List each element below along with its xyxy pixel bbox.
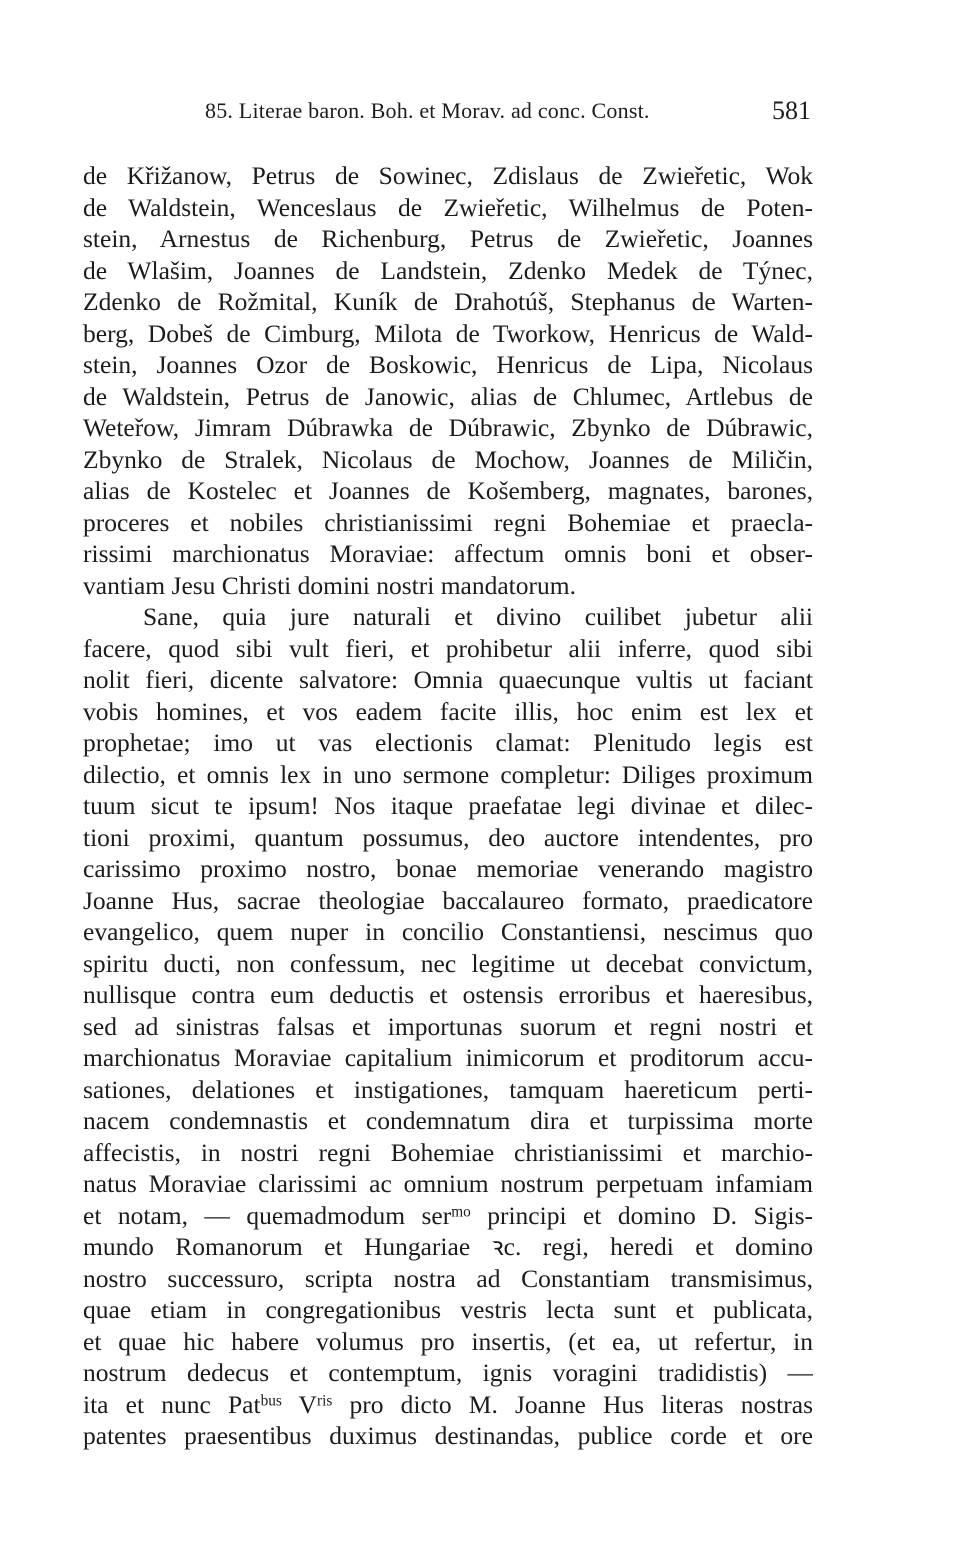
running-head: 85. Literae baron. Boh. et Morav. ad conc. Const. [205,98,650,123]
text-line: prophetae; imo ut vas electionis clamat: Plenitudo legis est [83,728,813,757]
text-fragment: pro dicto M. Joanne Hus literas nostras [332,1389,813,1419]
text-line: Weteřow, Jimram Dúbrawka de Dúbrawic, Zbynko de Dúbrawic, [83,413,813,442]
text-line: nostrum dedecus et contemptum, ignis voragini tradidistis) — [83,1358,813,1387]
text-line: berg, Dobeš de Cimburg, Milota de Tworkow, Henricus de Wald- [83,318,813,348]
text-line: vantiam Jesu Christi domini nostri mandatorum. [83,570,576,600]
text-line: patentes praesentibus duximus destinandas, publice corde et ore [83,1421,813,1450]
text-line: sed ad sinistras falsas et importunas suorum et regni nostri et [83,1011,813,1041]
text-line-with-superscript [83,1200,813,1232]
text-line: spiritu ducti, non confessum, nec legitime ut decebat convictum, [83,948,813,978]
text-line: quae etiam in congregationibus vestris lecta sunt et publicata, [83,1295,813,1324]
text-fragment: et notam, — quemadmodum ser [83,1200,452,1230]
text-line: dilectio, et omnis lex in uno sermone completur: Diliges proximum [83,759,813,789]
superscript-abbreviation: mo [451,1202,471,1220]
text-line: Joanne Hus, sacrae theologiae baccalaureo formato, praedicatore [83,885,813,915]
text-line: tuum sicut te ipsum! Nos itaque praefatae legi divinae et dilec- [83,791,813,820]
text-line: affecistis, in nostri regni Bohemiae christianissimi et marchio- [83,1137,813,1167]
superscript-abbreviation: ris [316,1391,333,1409]
text-line: vobis homines, et vos eadem facite illis, hoc enim est lex et [83,696,813,726]
text-line: sationes, delationes et instigationes, tamquam haereticum perti- [83,1074,813,1104]
text-fragment: V [281,1389,317,1419]
superscript-abbreviation: bus [260,1391,282,1409]
text-line: facere, quod sibi vult fieri, et prohibetur alii inferre, quod sibi [83,633,813,663]
body-text [83,160,813,1452]
text-line: de Waldstein, Wenceslaus de Zwieřetic, Wilhelmus de Poten- [83,192,813,222]
text-fragment: principi et domino D. Sigis- [470,1200,813,1230]
text-line: carissimo proximo nostro, bonae memoriae venerando magistro [83,854,813,883]
text-line: Zdenko de Rožmital, Kuník de Drahotúš, Stephanus de Warten- [83,287,813,316]
paragraph-start-line: Sane, quia jure naturali et divino cuilibet jubetur alii [143,602,813,631]
text-line: natus Moraviae clarissimi ac omnium nostrum perpetuam infamiam [83,1169,813,1198]
text-line-with-superscript [83,1389,813,1421]
text-line: mundo Romanorum et Hungariae ꝛc. regi, heredi et domino [83,1232,813,1261]
text-line: stein, Joannes Ozor de Boskowic, Henricus de Lipa, Nicolaus [83,350,813,379]
text-line: de Wlašim, Joannes de Landstein, Zdenko Medek de Týnec, [83,255,813,285]
text-line: alias de Kostelec et Joannes de Košemberg, magnates, barones, [83,476,813,505]
text-line: nullisque contra eum deductis et ostensis erroribus et haeresibus, [83,980,813,1009]
text-line: de Waldstein, Petrus de Janowic, alias de Chlumec, Artlebus de [83,381,813,411]
text-line: stein, Arnestus de Richenburg, Petrus de Zwieřetic, Joannes [83,224,813,253]
page-number: 581 [772,96,811,125]
text-line: nostro successuro, scripta nostra ad Constantiam transmisimus, [83,1263,813,1293]
text-line: proceres et nobiles christianissimi regni Bohemiae et praecla- [83,507,813,537]
text-fragment: ita et nunc Pat [83,1389,261,1419]
text-line: marchionatus Moraviae capitalium inimicorum et proditorum accu- [83,1043,813,1072]
text-line: Zbynko de Stralek, Nicolaus de Mochow, Joannes de Miličin, [83,444,813,474]
text-line: de Křižanow, Petrus de Sowinec, Zdislaus de Zwieřetic, Wok [83,161,813,190]
text-line: evangelico, quem nuper in concilio Constantiensi, nescimus quo [83,917,813,946]
text-line: nolit fieri, dicente salvatore: Omnia quaecunque vultis ut faciant [83,665,813,694]
text-line: et quae hic habere volumus pro insertis, (et ea, ut refertur, in [83,1326,813,1356]
text-line: rissimi marchionatus Moraviae: affectum omnis boni et obser- [83,539,813,568]
text-line: nacem condemnastis et condemnatum dira et turpissima morte [83,1106,813,1135]
text-line: tioni proximi, quantum possumus, deo auctore intendentes, pro [83,822,813,852]
